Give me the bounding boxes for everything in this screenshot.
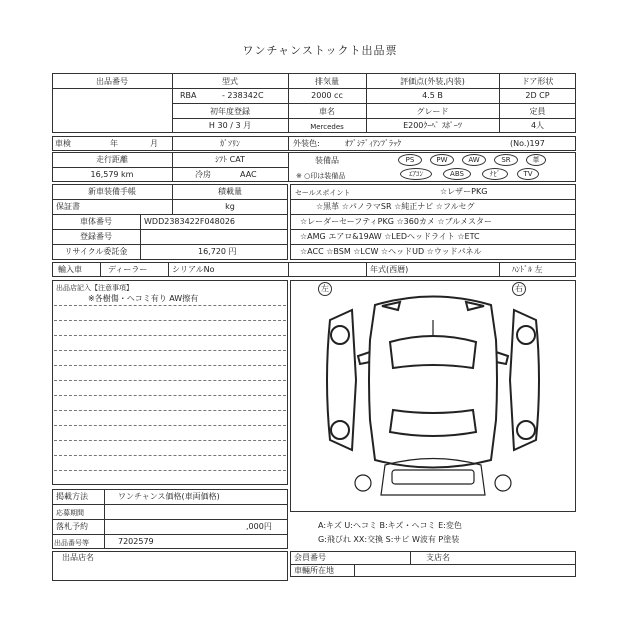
exterior-value: ｵﾌﾞｼﾃﾞｨｱﾝﾌﾞﾗｯｸ: [345, 139, 401, 148]
note-line: [54, 410, 286, 411]
model-label: 型式: [222, 77, 238, 86]
handle-label: ﾊﾝﾄﾞﾙ 左: [512, 265, 543, 274]
grid-line: [52, 167, 288, 168]
grid-line: [52, 199, 288, 200]
first-reg-label: 初年度登録: [210, 107, 250, 116]
listing-label: 掲載方法: [56, 492, 88, 501]
shop-label: 出品店名: [62, 553, 94, 562]
equip-aw: AW: [462, 154, 486, 166]
grid-line: [354, 564, 355, 577]
chassis-label: 車体番号: [80, 217, 112, 226]
diagram-left-label: 左: [318, 282, 332, 296]
inspection-year: 年: [110, 139, 118, 148]
recycle-value: 16,720 円: [198, 247, 237, 256]
note-line: [54, 425, 286, 426]
grade-point-value: 4.5 B: [422, 91, 443, 100]
recycle-label: リサイクル委託金: [64, 247, 128, 256]
notes-header: 出品店記入【注意事項】: [56, 284, 133, 292]
note-line: [54, 440, 286, 441]
period-label: 応募期間: [56, 509, 84, 517]
displacement-label: 排気量: [315, 77, 339, 86]
equip-abs: ABS: [443, 168, 471, 180]
grid-line: [290, 214, 576, 215]
notes-content: ※各樹傷・ヘコミ有り AW擦有: [88, 294, 199, 303]
grid-line: [52, 534, 288, 535]
capacity-value: 4人: [530, 121, 545, 130]
equip-leather: 革: [526, 154, 546, 166]
model-prefix: RBA: [180, 91, 197, 100]
door-value: 2D CP: [525, 91, 550, 100]
year-model-label: 年式(西暦): [370, 265, 409, 274]
reg-label: 登録番号: [80, 232, 112, 241]
mileage-value: 16,579 km: [90, 170, 134, 179]
equipment-label: 装備品: [315, 156, 339, 165]
sales-point-line: ☆レーダーセーフティPKG ☆360カメ ☆ブルメスター: [300, 217, 493, 226]
grid-line: [290, 199, 576, 200]
note-line: [54, 350, 286, 351]
grid-line: [290, 244, 576, 245]
serial-value: シリアルNo: [172, 265, 215, 274]
grid-line: [410, 551, 411, 564]
branch-label: 支店名: [426, 553, 450, 562]
grid-line: [366, 262, 367, 277]
location-label: 車輛所在地: [294, 566, 334, 575]
door-label: ドア形状: [521, 77, 554, 86]
load-label: 積載量: [218, 187, 242, 196]
note-line: [54, 395, 286, 396]
equip-ps: PS: [398, 154, 422, 166]
displacement-value: 2000 cc: [311, 91, 343, 100]
grid-line: [140, 214, 141, 260]
grid-line: [100, 262, 101, 277]
price-label: 落札予約: [56, 522, 88, 531]
sales-point-line: ☆レザーPKG: [440, 187, 488, 196]
inspection-month: 月: [150, 139, 158, 148]
legend-line: G:飛びれ XX:交換 S:サビ W波有 P塗装: [318, 535, 460, 544]
listing-value: ワンチャンス価格(車両価格): [118, 492, 220, 501]
grid-line: [52, 214, 288, 215]
equip-navi: ﾅﾋﾞ: [482, 168, 508, 180]
grid-line: [499, 262, 500, 277]
note-line: [54, 380, 286, 381]
equip-sr: SR: [494, 154, 518, 166]
sales-point-line: ☆黒革 ☆パノラマSR ☆純正ナビ ☆フルセグ: [316, 202, 475, 211]
grade-label: グレード: [416, 107, 449, 116]
fuel-value: ｶﾞｿﾘﾝ: [220, 139, 240, 148]
grid-line: [52, 504, 288, 505]
grid-line: [168, 262, 169, 277]
equip-aircon: ｴｱｺﾝ: [400, 168, 432, 180]
page-title: ワンチャンストックト出品票: [242, 44, 398, 57]
sales-point-line: ☆ACC ☆BSM ☆LCW ☆ヘッドUD ☆ウッドパネル: [300, 247, 482, 256]
model-value: - 238342C: [222, 91, 264, 100]
note-line: [54, 365, 286, 366]
stock-value: 7202579: [118, 537, 154, 546]
price-value: ,000円: [246, 522, 272, 531]
color-number: (No.)197: [510, 139, 545, 148]
mileage-label: 走行距離: [96, 155, 128, 164]
lot-label: 出品番号: [96, 77, 128, 86]
inspection-label: 車検: [55, 139, 71, 148]
warranty-label: 保証書: [56, 202, 80, 211]
new-warranty-label: 新車装備手帳: [88, 187, 136, 196]
ac-label: 冷房: [195, 170, 211, 179]
legend-line: A:キズ U:ヘコミ B:キズ・ヘコミ E:変色: [318, 521, 462, 530]
car-name-label: 車名: [319, 107, 335, 116]
diagram-right-label: 右: [512, 282, 526, 296]
grid-line: [288, 136, 289, 151]
car-name-value: Mercedes: [310, 123, 344, 131]
note-line: [54, 470, 286, 471]
note-line: [54, 455, 286, 456]
equipment-note: ※ ○印は装備品: [296, 172, 346, 180]
grade-point-label: 評価点(外装,内装): [400, 77, 465, 86]
member-label: 会員番号: [294, 553, 326, 562]
grid-line: [52, 88, 576, 89]
grid-line: [52, 519, 288, 520]
grid-line: [172, 118, 576, 119]
grid-line: [288, 152, 289, 182]
grid-line: [52, 229, 288, 230]
grid-line: [288, 262, 289, 277]
grid-line: [290, 564, 576, 565]
stock-label: 出品番号等: [54, 539, 89, 547]
import-label: 輸入車: [58, 265, 82, 274]
note-line: [54, 335, 286, 336]
grid-line: [52, 244, 288, 245]
note-line: [54, 305, 286, 306]
note-line: [54, 320, 286, 321]
grid-line: [290, 229, 576, 230]
equip-pw: PW: [430, 154, 454, 166]
dealer-value: ディーラー: [108, 265, 148, 274]
grid-line: [172, 103, 576, 104]
grade-value: E200ｸｰﾍﾟ ｽﾎﾟｰﾂ: [403, 121, 462, 130]
shift-value: ｼﾌﾄ CAT: [215, 155, 245, 164]
car-damage-diagram: [290, 280, 576, 512]
sales-points-label: セールスポイント: [295, 189, 351, 197]
ac-value: AAC: [240, 170, 257, 179]
exterior-label: 外装色:: [293, 139, 320, 148]
equip-tv: TV: [517, 168, 539, 180]
load-value: kg: [225, 202, 235, 211]
capacity-label: 定員: [529, 107, 546, 116]
first-reg-value: H 30 / 3 月: [208, 121, 252, 130]
sales-point-line: ☆AMG エアロ&19AW ☆LEDヘッドライト ☆ETC: [300, 232, 480, 241]
chassis-value: WDD2383422F048026: [144, 217, 235, 226]
